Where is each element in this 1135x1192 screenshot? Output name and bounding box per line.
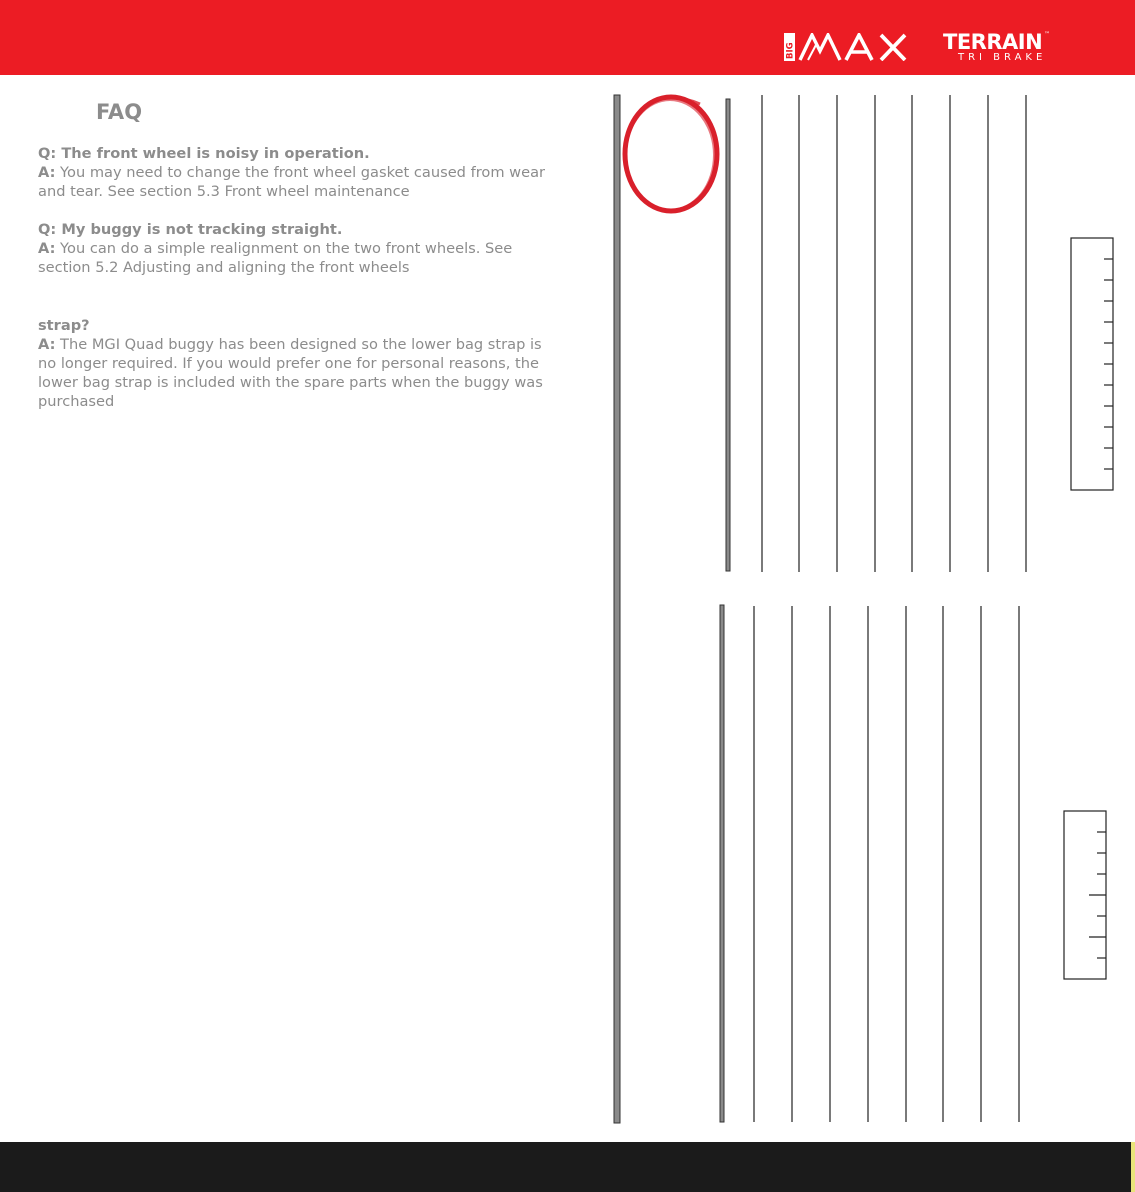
answer-label: A: xyxy=(38,240,56,257)
lower-grid-lines xyxy=(754,606,1019,1122)
answer-label: A: xyxy=(38,164,56,181)
big-max-logo xyxy=(784,33,926,61)
trademark-mark: ™ xyxy=(1044,31,1050,38)
upper-ruler-box xyxy=(1071,238,1113,490)
red-circle-stamp xyxy=(620,92,722,218)
faq-item-tracking xyxy=(38,220,558,277)
faq-answer xyxy=(38,239,558,277)
svg-text:BIG: BIG xyxy=(785,42,796,59)
faq-question: Q: The front wheel is noisy in operation. xyxy=(38,145,370,162)
lower-ruler-ticks xyxy=(1089,832,1106,958)
upper-ruler-ticks xyxy=(1104,259,1113,469)
faq-item-front-wheel-noise xyxy=(38,144,558,201)
footer-edge-accent xyxy=(1131,1142,1135,1192)
upper-grid-lines xyxy=(762,95,1026,572)
faq-answer xyxy=(38,163,558,201)
upper-grid-edge xyxy=(726,99,730,571)
faq-question: Q: My buggy is not tracking straight. xyxy=(38,221,343,238)
answer-text: The MGI Quad buggy has been designed so the lower bag strap is no longer required. If you would prefer one for personal reasons, the lower bag strap is included with the spare parts when the buggy was purchased xyxy=(38,336,543,410)
answer-text: You can do a simple realignment on the two front wheels. See section 5.2 Adjusting and aligning the front wheels xyxy=(38,240,513,276)
answer-label: A: xyxy=(38,336,56,353)
faq-answer xyxy=(38,335,558,411)
footer-bar xyxy=(0,1142,1135,1192)
page-edge-strip xyxy=(614,95,620,1123)
faq-item-bag-strap xyxy=(38,316,558,411)
faq-heading: FAQ xyxy=(96,100,143,124)
lower-grid-edge xyxy=(720,605,724,1122)
answer-text: You may need to change the front wheel gasket caused from wear and tear. See section 5.3 Front wheel maintenance xyxy=(38,164,546,200)
faq-question: strap? xyxy=(38,317,90,334)
terrain-tri-brake-logo xyxy=(943,30,1053,66)
terrain-wordmark: TERRAIN xyxy=(943,30,1043,54)
lower-ruler-box xyxy=(1064,811,1106,979)
tri-brake-subtitle: TRI BRAKE xyxy=(958,52,1047,63)
